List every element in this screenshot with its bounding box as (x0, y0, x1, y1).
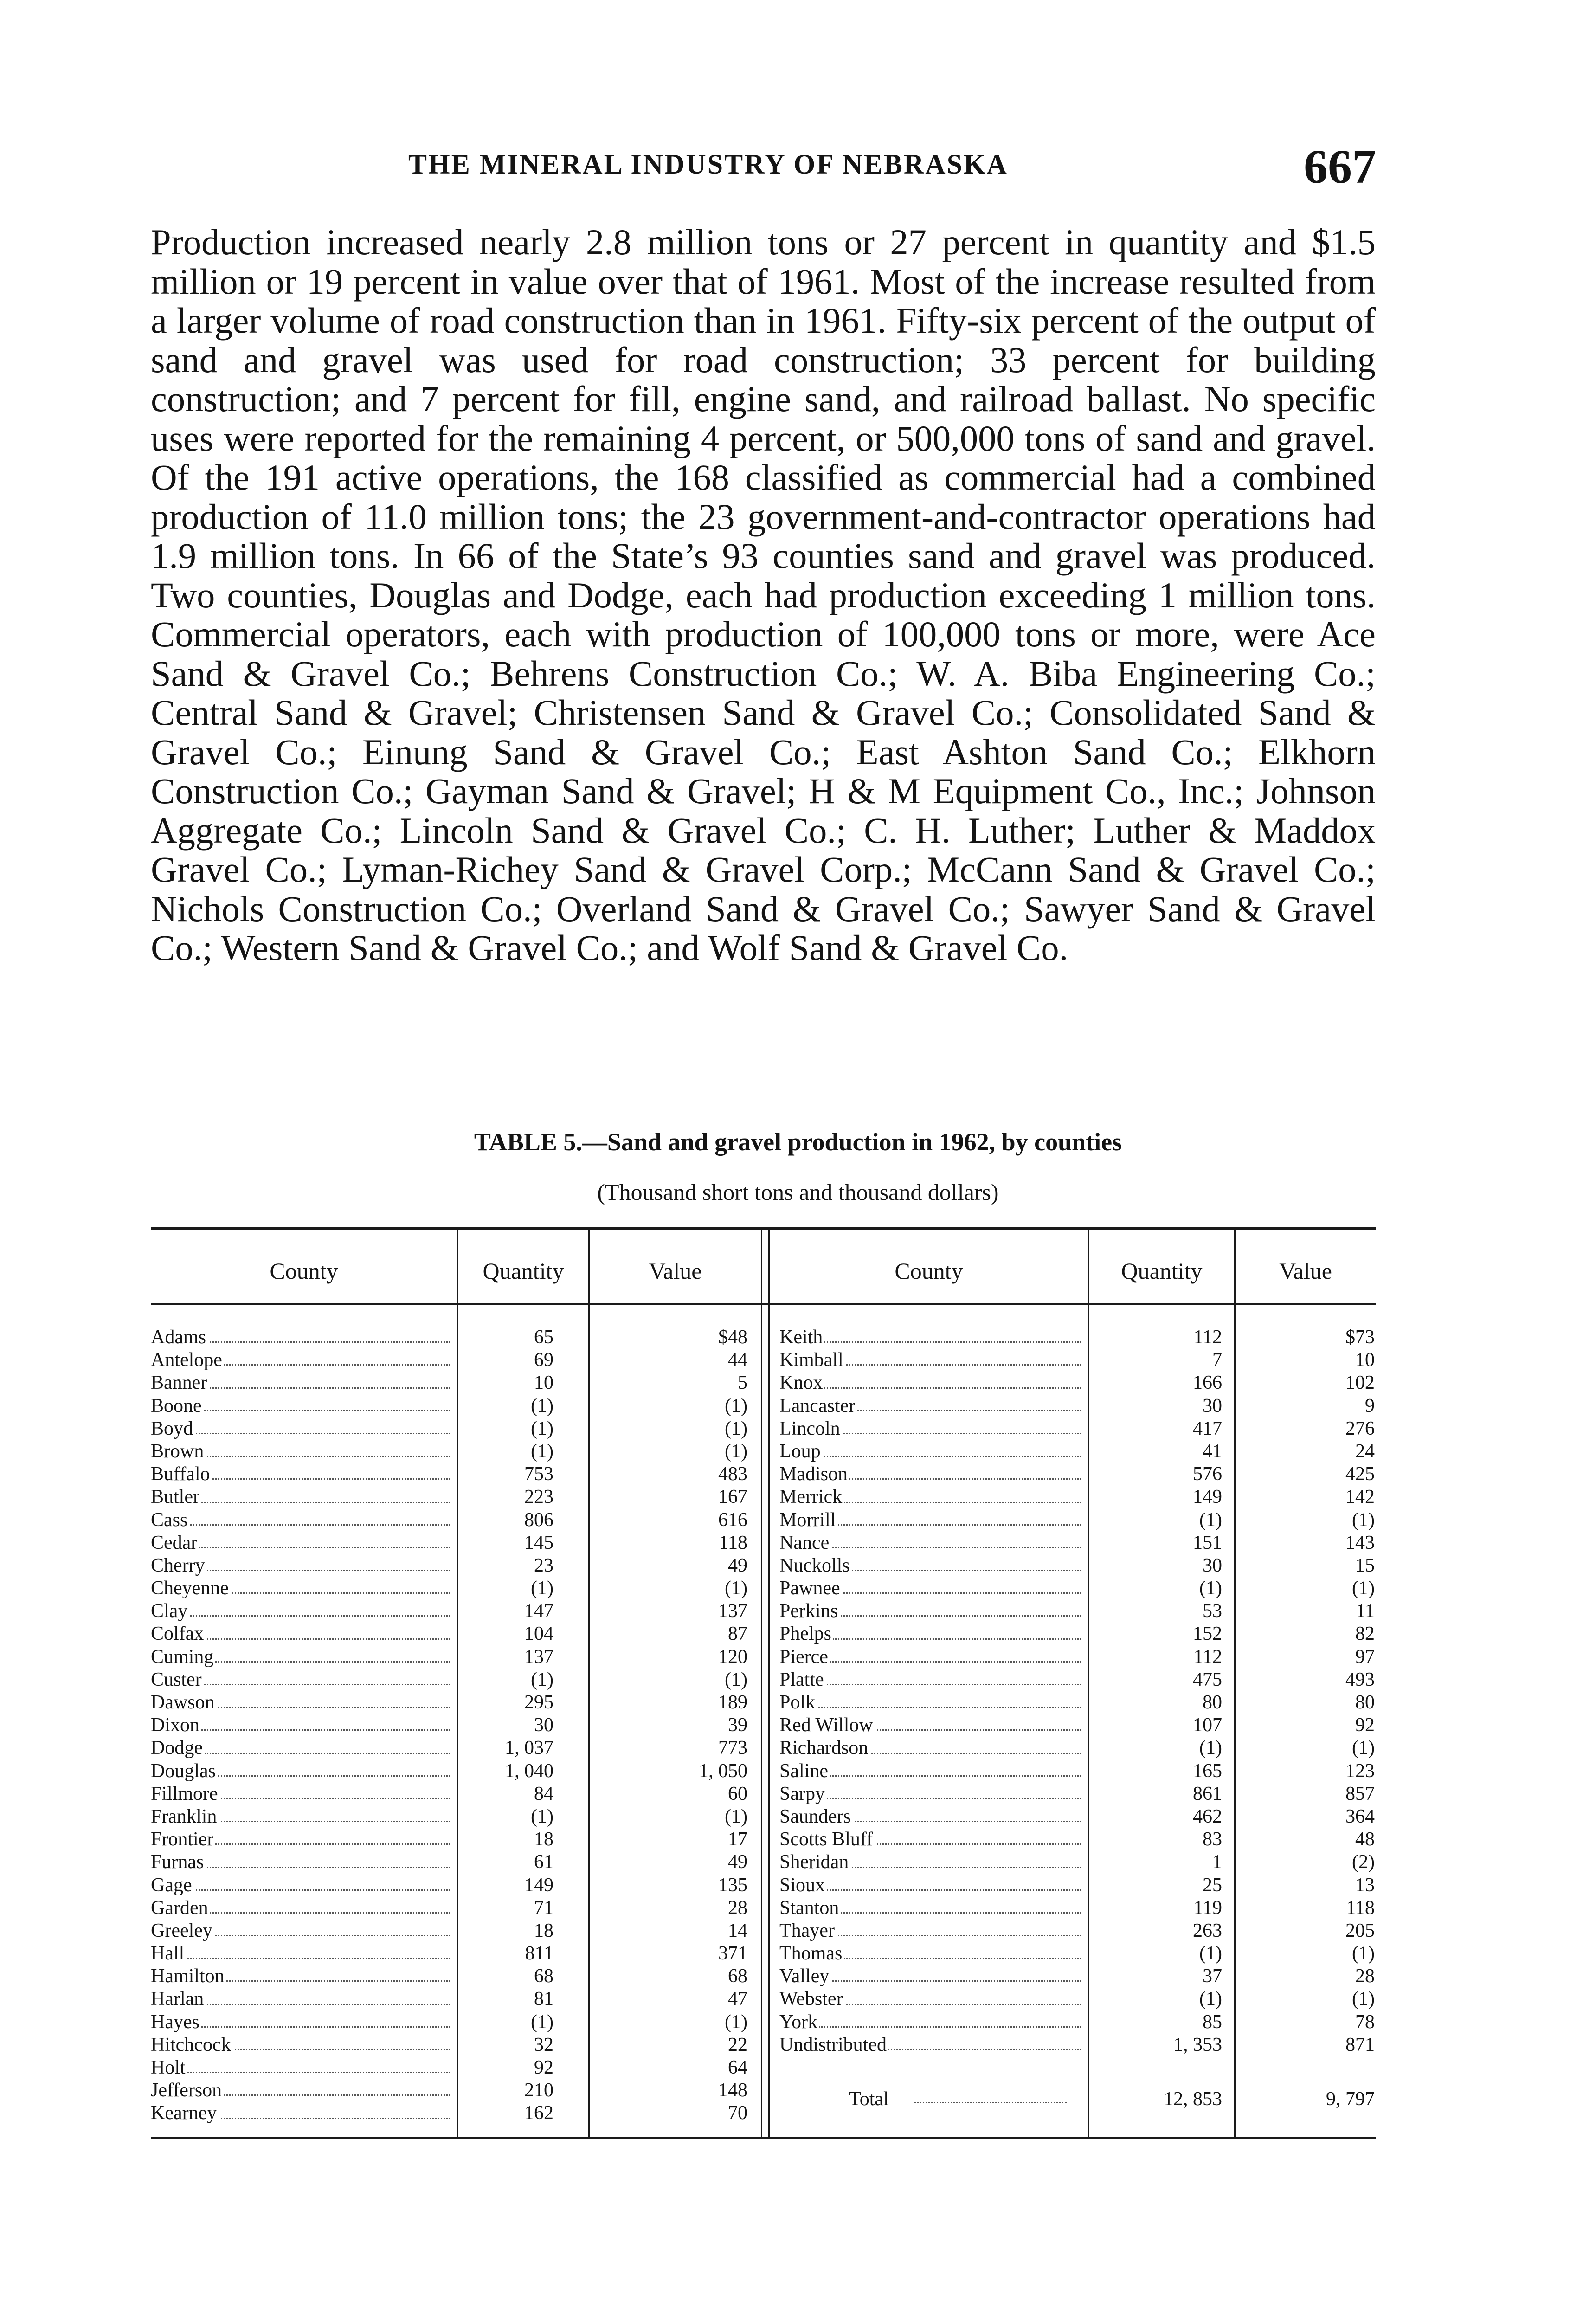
county-name: Jefferson (151, 2080, 224, 2101)
right-county-cell (779, 1828, 1083, 1851)
left-quantity-cell: 811 (525, 1943, 553, 1965)
page-number: 667 (1304, 140, 1376, 193)
left-county-cell (151, 1623, 452, 1645)
left-county-cell (151, 1965, 452, 1988)
county-name: Dodge (151, 1737, 205, 1759)
county-name: Loup (779, 1441, 823, 1462)
right-county-cell (779, 1988, 1083, 2011)
header-county-right: County (895, 1258, 963, 1284)
left-value-cell: 137 (718, 1600, 747, 1622)
right-county-cell (779, 1463, 1083, 1486)
right-value-cell: (1) (1352, 1578, 1375, 1599)
right-quantity-cell: 417 (1193, 1418, 1222, 1439)
header-county-left: County (270, 1258, 338, 1284)
left-value-cell: 189 (718, 1692, 747, 1713)
county-name: York (779, 2011, 819, 2033)
right-value-cell: 205 (1345, 1920, 1375, 1941)
total-label: Total (849, 2088, 889, 2110)
left-county-cell (151, 1828, 452, 1851)
county-name: Morrill (779, 1509, 837, 1531)
county-name: Frontier (151, 1829, 215, 1850)
right-quantity-cell: 119 (1193, 1897, 1222, 1919)
right-county-cell (779, 1737, 1083, 1759)
right-value-cell: 97 (1355, 1646, 1375, 1668)
right-county-cell (779, 1646, 1083, 1669)
left-county-cell (151, 1509, 452, 1532)
county-name: Perkins (779, 1600, 840, 1622)
right-value-cell: 11 (1356, 1600, 1375, 1622)
right-quantity-cell: 37 (1203, 1966, 1222, 1987)
right-value-cell: 276 (1345, 1418, 1375, 1439)
left-county-cell (151, 1486, 452, 1508)
left-county-cell (151, 2034, 452, 2056)
left-quantity-cell: 61 (534, 1851, 553, 1873)
left-quantity-cell: 295 (524, 1692, 553, 1713)
county-name: Stanton (779, 1897, 841, 1919)
left-value-cell: 616 (718, 1509, 747, 1531)
left-county-cell (151, 1920, 452, 1942)
left-county-cell (151, 2011, 452, 2034)
right-value-cell: 10 (1355, 1349, 1375, 1371)
right-county-cell (779, 1349, 1083, 1372)
right-quantity-cell: 1 (1212, 1851, 1222, 1873)
table-bottom-rule (151, 2137, 1376, 2139)
right-county-cell (779, 1851, 1083, 1874)
left-value-cell: 17 (728, 1829, 747, 1850)
table-subtitle: (Thousand short tons and thousand dollars) (597, 1179, 999, 1205)
county-name: Nance (779, 1532, 831, 1553)
left-value-cell: (1) (725, 2011, 747, 2033)
left-county-cell (151, 1600, 452, 1623)
right-county-cell (779, 1600, 1083, 1623)
county-name: Colfax (151, 1623, 206, 1644)
left-value-cell: 371 (718, 1943, 747, 1965)
header-value-right: Value (1279, 1258, 1332, 1284)
right-value-cell: 9 (1365, 1395, 1375, 1417)
county-name: Red Willow (779, 1714, 875, 1736)
right-value-cell: 102 (1345, 1372, 1375, 1394)
right-value-cell: 143 (1345, 1532, 1375, 1553)
right-quantity-cell: 576 (1193, 1463, 1222, 1485)
right-value-cell: (2) (1352, 1851, 1375, 1873)
county-name: Banner (151, 1372, 209, 1393)
county-name: Scotts Bluff (779, 1829, 875, 1850)
left-county-cell (151, 1897, 452, 1920)
left-county-cell (151, 1418, 452, 1440)
right-value-cell: 28 (1355, 1966, 1375, 1987)
county-name: Hayes (151, 2011, 201, 2033)
left-county-cell (151, 1577, 452, 1600)
right-quantity-cell: (1) (1199, 1578, 1222, 1599)
left-value-cell: 14 (728, 1920, 747, 1941)
left-quantity-cell: 18 (534, 1829, 553, 1850)
right-county-cell (779, 1440, 1083, 1463)
county-name: Polk (779, 1692, 817, 1713)
left-value-cell: (1) (725, 1669, 747, 1690)
left-quantity-cell: 69 (534, 1349, 553, 1371)
county-name: Cuming (151, 1646, 215, 1668)
left-quantity-column (458, 1326, 553, 2125)
left-quantity-cell: 1, 037 (505, 1737, 553, 1759)
left-value-cell: 1, 050 (699, 1760, 747, 1782)
left-quantity-cell: 753 (524, 1463, 553, 1485)
county-name: Custer (151, 1669, 204, 1690)
left-quantity-cell: (1) (531, 1805, 553, 1827)
left-county-cell (151, 1349, 452, 1372)
county-name: Gage (151, 1875, 194, 1896)
right-quantity-cell: 83 (1203, 1829, 1222, 1850)
left-county-cell (151, 1646, 452, 1669)
right-value-cell: 48 (1355, 1829, 1375, 1850)
left-county-cell (151, 2079, 452, 2102)
county-name: Kimball (779, 1349, 845, 1371)
total-dots (914, 2102, 1067, 2103)
right-value-cell: (1) (1352, 1509, 1375, 1531)
left-value-cell: 483 (718, 1463, 747, 1485)
right-quantity-cell: 80 (1203, 1692, 1222, 1713)
right-county-cell (779, 1805, 1083, 1828)
right-quantity-cell: 462 (1193, 1805, 1222, 1827)
right-value-cell: 92 (1355, 1714, 1375, 1736)
right-quantity-cell: 30 (1203, 1554, 1222, 1576)
county-name: Nuckolls (779, 1555, 852, 1576)
right-county-cell (779, 1920, 1083, 1942)
left-county-cell (151, 1874, 452, 1897)
county-name: Lincoln (779, 1418, 842, 1439)
left-county-column (151, 1326, 452, 2125)
county-name: Cass (151, 1509, 189, 1531)
county-name: Hamilton (151, 1966, 226, 1987)
vrule-center-a (761, 1229, 762, 2137)
right-value-cell: 364 (1345, 1805, 1375, 1827)
left-quantity-cell: 1, 040 (505, 1760, 553, 1782)
county-name: Holt (151, 2057, 187, 2078)
right-quantity-cell: (1) (1199, 1737, 1222, 1759)
right-quantity-cell: 41 (1203, 1440, 1222, 1462)
county-name: Saunders (779, 1806, 853, 1827)
right-quantity-column (1089, 1326, 1222, 2056)
header-quantity-right: Quantity (1121, 1258, 1203, 1284)
table-header-rule (151, 1303, 1376, 1305)
left-quantity-cell: 147 (524, 1600, 553, 1622)
header-quantity-left: Quantity (483, 1258, 564, 1284)
left-quantity-cell: (1) (531, 2011, 553, 2033)
header-value-left: Value (649, 1258, 702, 1284)
left-county-cell (151, 1783, 452, 1805)
left-quantity-cell: (1) (531, 1669, 553, 1690)
right-county-cell (779, 2011, 1083, 2034)
right-quantity-cell: 861 (1193, 1783, 1222, 1804)
county-name: Phelps (779, 1623, 833, 1644)
left-quantity-cell: 10 (534, 1372, 553, 1394)
left-quantity-cell: 30 (534, 1714, 553, 1736)
left-quantity-cell: 23 (534, 1554, 553, 1576)
county-name: Harlan (151, 1988, 206, 2010)
left-county-cell (151, 1532, 452, 1554)
right-county-cell (779, 1783, 1083, 1805)
running-head (0, 139, 1596, 193)
left-county-cell (151, 1760, 452, 1783)
right-county-cell (779, 1897, 1083, 1920)
county-name: Madison (779, 1463, 849, 1485)
right-quantity-cell: (1) (1199, 1988, 1222, 2010)
left-value-cell: 87 (728, 1623, 747, 1645)
left-county-cell (151, 1395, 452, 1418)
left-value-cell: 47 (728, 1988, 747, 2010)
right-quantity-cell: 1, 353 (1173, 2034, 1222, 2056)
county-name: Garden (151, 1897, 210, 1919)
right-county-column (779, 1326, 1083, 2056)
total-value: 9, 797 (1326, 2088, 1375, 2110)
county-name: Merrick (779, 1486, 844, 1508)
county-name: Sarpy (779, 1783, 827, 1804)
right-value-cell: 80 (1355, 1692, 1375, 1713)
right-county-cell (779, 1942, 1083, 1965)
left-value-cell: (1) (725, 1805, 747, 1827)
right-value-cell: 425 (1345, 1463, 1375, 1485)
right-county-cell (779, 1623, 1083, 1645)
right-quantity-cell: 149 (1193, 1486, 1222, 1508)
left-county-cell (151, 1942, 452, 1965)
left-quantity-cell: 210 (524, 2080, 553, 2101)
right-county-cell (779, 1326, 1083, 1349)
right-value-cell: 493 (1345, 1669, 1375, 1690)
total-quantity: 12, 853 (1164, 2088, 1222, 2110)
left-value-cell: 60 (728, 1783, 747, 1804)
left-quantity-cell: 32 (534, 2034, 553, 2056)
county-name: Valley (779, 1966, 831, 1987)
right-quantity-cell: 152 (1193, 1623, 1222, 1645)
left-value-cell: (1) (725, 1578, 747, 1599)
left-value-cell: 49 (728, 1851, 747, 1873)
right-value-column (1236, 1326, 1375, 2056)
left-value-cell: (1) (725, 1440, 747, 1462)
left-quantity-cell: 806 (524, 1509, 553, 1531)
right-value-cell: 24 (1355, 1440, 1375, 1462)
right-county-cell (779, 1395, 1083, 1418)
left-quantity-cell: 84 (534, 1783, 553, 1804)
county-name: Clay (151, 1600, 189, 1622)
left-value-cell: 49 (728, 1554, 747, 1576)
right-county-cell (779, 1691, 1083, 1714)
right-county-cell (779, 1554, 1083, 1577)
right-quantity-cell: 165 (1193, 1760, 1222, 1782)
county-name: Pawnee (779, 1578, 842, 1599)
county-name: Webster (779, 1988, 845, 2010)
right-quantity-cell: 7 (1212, 1349, 1222, 1371)
left-value-column (590, 1326, 747, 2125)
left-quantity-cell: 223 (524, 1486, 553, 1508)
left-value-cell: (1) (725, 1395, 747, 1417)
left-value-cell: 28 (728, 1897, 747, 1919)
county-name: Knox (779, 1372, 824, 1393)
county-name: Cedar (151, 1532, 199, 1553)
left-county-cell (151, 1714, 452, 1737)
county-name: Fillmore (151, 1783, 220, 1804)
right-value-cell: $73 (1345, 1327, 1375, 1348)
county-name: Thomas (779, 1943, 844, 1964)
county-name: Buffalo (151, 1463, 212, 1485)
county-name: Butler (151, 1486, 201, 1508)
county-name: Platte (779, 1669, 826, 1690)
right-value-cell: (1) (1352, 1988, 1375, 2010)
right-value-cell: 13 (1355, 1874, 1375, 1896)
right-value-cell: 78 (1355, 2011, 1375, 2033)
county-name: Sheridan (779, 1851, 850, 1873)
left-value-cell: 44 (728, 1349, 747, 1371)
right-value-cell: 123 (1345, 1760, 1375, 1782)
right-quantity-cell: 151 (1193, 1532, 1222, 1553)
county-name: Hall (151, 1943, 186, 1964)
right-county-cell (779, 1418, 1083, 1440)
county-name: Furnas (151, 1851, 206, 1873)
right-quantity-cell: 30 (1203, 1395, 1222, 1417)
county-name: Cherry (151, 1555, 207, 1576)
right-quantity-cell: 112 (1193, 1327, 1222, 1348)
right-quantity-cell: 85 (1203, 2011, 1222, 2033)
left-quantity-cell: (1) (531, 1440, 553, 1462)
left-quantity-cell: 65 (534, 1327, 553, 1348)
right-county-cell (779, 2034, 1083, 2056)
left-value-cell: 118 (719, 1532, 747, 1553)
left-value-cell: 135 (718, 1874, 747, 1896)
left-county-cell (151, 1669, 452, 1691)
left-county-cell (151, 1372, 452, 1394)
right-quantity-cell: (1) (1199, 1943, 1222, 1965)
left-county-cell (151, 1805, 452, 1828)
left-county-cell (151, 2102, 452, 2125)
left-quantity-cell: 68 (534, 1966, 553, 1987)
table-title: TABLE 5.—Sand and gravel production in 1962, by counties (474, 1128, 1122, 1156)
county-name: Brown (151, 1441, 206, 1462)
county-name: Cheyenne (151, 1578, 231, 1599)
left-quantity-cell: 104 (524, 1623, 553, 1645)
county-name: Franklin (151, 1806, 219, 1827)
right-quantity-cell: 475 (1193, 1669, 1222, 1690)
left-county-cell (151, 1851, 452, 1874)
right-quantity-cell: 25 (1203, 1874, 1222, 1896)
left-quantity-cell: 145 (524, 1532, 553, 1553)
county-name: Boone (151, 1395, 204, 1417)
right-county-cell (779, 1532, 1083, 1554)
left-county-cell (151, 2056, 452, 2079)
left-value-cell: $48 (718, 1327, 747, 1348)
left-value-cell: 167 (718, 1486, 747, 1508)
county-name: Richardson (779, 1737, 870, 1759)
right-quantity-cell: 107 (1193, 1714, 1222, 1736)
county-name: Hitchcock (151, 2034, 233, 2056)
county-name: Douglas (151, 1760, 218, 1782)
left-county-cell (151, 1440, 452, 1463)
left-value-cell: 68 (728, 1966, 747, 1987)
right-county-cell (779, 1965, 1083, 1988)
right-value-cell: 118 (1346, 1897, 1375, 1919)
left-quantity-cell: (1) (531, 1395, 553, 1417)
left-quantity-cell: 149 (524, 1874, 553, 1896)
county-name: Dixon (151, 1714, 201, 1736)
left-value-cell: 120 (718, 1646, 747, 1668)
right-county-cell (779, 1577, 1083, 1600)
left-quantity-cell: (1) (531, 1578, 553, 1599)
county-name: Antelope (151, 1349, 224, 1371)
left-county-cell (151, 1988, 452, 2011)
left-value-cell: 64 (728, 2057, 747, 2078)
county-name: Undistributed (779, 2034, 888, 2056)
county-name: Adams (151, 1327, 208, 1348)
right-quantity-cell: 112 (1193, 1646, 1222, 1668)
right-county-cell (779, 1486, 1083, 1508)
right-value-cell: (1) (1352, 1943, 1375, 1965)
left-county-cell (151, 1737, 452, 1759)
left-quantity-cell: 18 (534, 1920, 553, 1941)
county-name: Boyd (151, 1418, 195, 1439)
right-value-cell: 871 (1345, 2034, 1375, 2056)
left-quantity-cell: (1) (531, 1418, 553, 1439)
right-value-cell: (1) (1352, 1737, 1375, 1759)
county-name: Sioux (779, 1875, 827, 1896)
county-name: Pierce (779, 1646, 830, 1668)
left-quantity-cell: 92 (534, 2057, 553, 2078)
county-name: Dawson (151, 1692, 217, 1713)
left-value-cell: 39 (728, 1714, 747, 1736)
table-top-rule (151, 1227, 1376, 1230)
left-quantity-cell: 162 (524, 2102, 553, 2124)
county-name: Thayer (779, 1920, 837, 1941)
left-value-cell: 5 (738, 1372, 747, 1394)
right-county-cell (779, 1874, 1083, 1897)
vrule-center-b (768, 1229, 770, 2137)
right-quantity-cell: 53 (1203, 1600, 1222, 1622)
running-title: THE MINERAL INDUSTRY OF NEBRASKA (408, 149, 1008, 180)
right-county-cell (779, 1714, 1083, 1737)
left-value-cell: (1) (725, 1418, 747, 1439)
right-quantity-cell: 263 (1193, 1920, 1222, 1941)
left-value-cell: 148 (718, 2080, 747, 2101)
left-county-cell (151, 1554, 452, 1577)
right-value-cell: 82 (1355, 1623, 1375, 1645)
right-quantity-cell: 166 (1193, 1372, 1222, 1394)
right-value-cell: 857 (1345, 1783, 1375, 1804)
county-name: Saline (779, 1760, 830, 1782)
right-county-cell (779, 1372, 1083, 1394)
left-quantity-cell: 137 (524, 1646, 553, 1668)
left-value-cell: 22 (728, 2034, 747, 2056)
right-value-cell: 15 (1355, 1554, 1375, 1576)
right-value-cell: 142 (1345, 1486, 1375, 1508)
county-name: Lancaster (779, 1395, 857, 1417)
left-county-cell (151, 1463, 452, 1486)
right-quantity-cell: (1) (1199, 1509, 1222, 1531)
left-quantity-cell: 81 (534, 1988, 553, 2010)
left-value-cell: 773 (718, 1737, 747, 1759)
county-name: Kearney (151, 2102, 219, 2124)
right-county-cell (779, 1760, 1083, 1783)
left-quantity-cell: 71 (534, 1897, 553, 1919)
right-county-cell (779, 1509, 1083, 1532)
body-paragraph: Production increased nearly 2.8 million tons or 27 percent in quantity and $1.5 million or 19 percent in value over that of 1961. Most of the increase resulted from a larger volume of road construction than in 1961. Fifty-six percent of the output of sand and gravel was used for road construction; 33 percent for building construction; and 7 percent for fill, engine sand, and railroad ballast. No specific uses were reported for the remaining 4 percent, or 500,000 tons of sand and gravel. Of the 191 active operations, the 168 classified as commercial had a combined production of 11.0 million tons; the 23 government-and-contractor operations had 1.9 million tons. In 66 of the State’s 93 counties sand and gravel was produced. Two counties, Douglas and Dodge, each had production exceeding 1 million tons. Commercial operators, each with production of 100,000 tons or more, were Ace Sand & Gravel Co.; Behrens Construction Co.; W. A. Biba Engineering Co.; Central Sand & Gravel; Christensen Sand & Gravel Co.; Consolidated Sand & Gravel Co.; Einung Sand & Gravel Co.; East Ashton Sand Co.; Elkhorn Construction Co.; Gayman Sand & Gravel; H & M Equipment Co., Inc.; Johnson Aggregate Co.; Lincoln Sand & Gravel Co.; C. H. Luther; Luther & Maddox Gravel Co.; Lyman-Richey Sand & Gravel Corp.; McCann Sand & Gravel Co.; Nichols Construction Co.; Overland Sand & Gravel Co.; Sawyer Sand & Gravel Co.; Western Sand & Gravel Co.; and Wolf Sand & Gravel Co. (151, 222, 1376, 968)
county-name: Greeley (151, 1920, 214, 1941)
county-name: Keith (779, 1327, 824, 1348)
left-county-cell (151, 1326, 452, 1349)
left-value-cell: 70 (728, 2102, 747, 2124)
right-county-cell (779, 1669, 1083, 1691)
left-county-cell (151, 1691, 452, 1714)
